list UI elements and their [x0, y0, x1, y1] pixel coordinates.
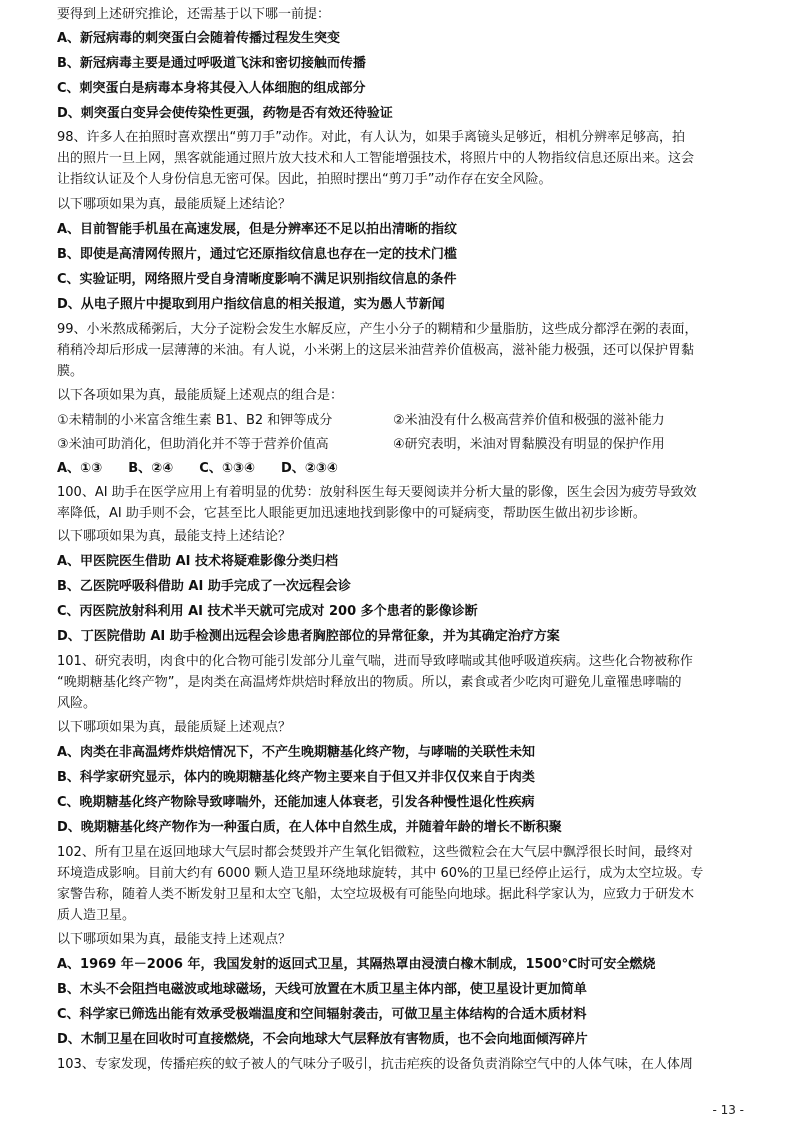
- q99-statements-row-1: [57, 412, 747, 430]
- q99-statement-3: ③米油可助消化，但助消化并不等于营养价值高: [57, 437, 329, 452]
- q99-stem-3: 膜。: [57, 364, 84, 379]
- intro-question: 要得到上述研究推论，还需基于以下哪一前提：: [57, 7, 331, 22]
- q102-stem-2: 环境造成影响。目前大约有 6000 颗人造卫星环绕地球旋转，其中 60%的卫星已经停止运行，成为太空垃圾。专: [57, 866, 704, 881]
- q101-stem-3: 风险。: [57, 696, 97, 711]
- q101-option-a: A、肉类在非高温烤炸烘焙情况下，不产生晚期糖基化终产物，与哮喘的关联性未知: [57, 745, 536, 760]
- q98-stem-3: 让指纹认证及个人身份信息无密可保。因此，拍照时摆出“剪刀手”动作存在安全风险。: [57, 172, 552, 187]
- q100-stem-2: 率降低，AI 助手则不会，它甚至比人眼能更加迅速地找到影像中的可疑病变，帮助医生做出初步诊断。: [57, 506, 646, 521]
- q100-option-d: D、丁医院借助 AI 助手检测出远程会诊患者胸腔部位的异常征象，并为其确定治疗方案: [57, 629, 560, 644]
- page-number: - 13 -: [712, 1103, 744, 1117]
- q99-statement-2: ②米油没有什么极高营养价值和极强的滋补能力: [393, 413, 665, 428]
- q97-option-b: B、新冠病毒主要是通过呼吸道飞沫和密切接触而传播: [57, 56, 366, 71]
- q98-option-b: B、即使是高清网传照片，通过它还原指纹信息也存在一定的技术门槛: [57, 247, 457, 262]
- q99-statement-1: ①未精制的小米富含维生素 B1、B2 和钾等成分: [57, 413, 333, 428]
- q98-option-c: C、实验证明，网络照片受自身清晰度影响不满足识别指纹信息的条件: [57, 272, 457, 287]
- q102-question: 以下哪项如果为真，最能支持上述观点？: [57, 932, 292, 947]
- q101-stem-2: “晚期糖基化终产物”，是肉类在高温烤炸烘焙时释放出的物质。所以，素食或者少吃肉可避免儿童罹患哮喘的: [57, 675, 682, 690]
- q99-choice-d: D、②③④: [281, 461, 338, 476]
- q97-option-d: D、刺突蛋白变异会使传染性更强，药物是否有效还待验证: [57, 106, 393, 121]
- q101-stem-1: 101、研究表明，肉食中的化合物可能引发部分儿童气喘，进而导致哮喘或其他呼吸道疾病。这些化合物被称作: [57, 654, 693, 669]
- q102-option-b: B、木头不会阻挡电磁波或地球磁场，天线可放置在木质卫星主体内部，使卫星设计更加简单: [57, 982, 587, 997]
- q99-choices: [57, 460, 747, 478]
- q97-option-c: C、刺突蛋白是病毒本身将其侵入人体细胞的组成部分: [57, 81, 366, 96]
- q98-stem-1: 98、许多人在拍照时喜欢摆出“剪刀手”动作。对此，有人认为，如果手离镜头足够近，相机分辨率足够高，拍: [57, 130, 686, 145]
- q101-option-d: D、晚期糖基化终产物作为一种蛋白质，在人体中自然生成，并随着年龄的增长不断积聚: [57, 820, 562, 835]
- q102-stem-1: 102、所有卫星在返回地球大气层时都会焚毁并产生氧化铝微粒，这些微粒会在大气层中飘浮很长时间，最终对: [57, 845, 693, 860]
- q102-option-d: D、木制卫星在回收时可直接燃烧，不会向地球大气层释放有害物质，也不会向地面倾泻碎片: [57, 1032, 588, 1047]
- q100-question: 以下哪项如果为真，最能支持上述结论？: [57, 529, 292, 544]
- q101-option-b: B、科学家研究显示，体内的晚期糖基化终产物主要来自于但又并非仅仅来自于肉类: [57, 770, 535, 785]
- q100-option-b: B、乙医院呼吸科借助 AI 助手完成了一次远程会诊: [57, 579, 351, 594]
- q100-option-c: C、丙医院放射科利用 AI 技术半天就可完成对 200 多个患者的影像诊断: [57, 604, 478, 619]
- q98-stem-2: 出的照片一旦上网，黑客就能通过照片放大技术和人工智能增强技术，将照片中的人物指纹信息还原出来。这会: [57, 151, 695, 166]
- q102-stem-4: 质人造卫星。: [57, 908, 136, 923]
- q99-statements-row-2: [57, 436, 747, 454]
- q101-question: 以下哪项如果为真，最能质疑上述观点？: [57, 720, 292, 735]
- q99-choice-b: B、②④: [128, 461, 174, 476]
- q102-option-a: A、1969 年－2006 年，我国发射的返回式卫星，其隔热罩由浸渍白橡木制成，1500℃时可安全燃烧: [57, 957, 656, 972]
- q98-option-d: D、从电子照片中提取到用户指纹信息的相关报道，实为愚人节新闻: [57, 297, 445, 312]
- q99-stem-1: 99、小米熬成稀粥后，大分子淀粉会发生水解反应，产生小分子的糊精和少量脂肪，这些成分都浮在粥的表面，: [57, 322, 698, 337]
- q99-statement-4: ④研究表明，米油对胃黏膜没有明显的保护作用: [393, 437, 665, 452]
- q98-question: 以下哪项如果为真，最能质疑上述结论？: [57, 197, 292, 212]
- q102-option-c: C、科学家已筛选出能有效承受极端温度和空间辐射袭击，可做卫星主体结构的合适木质材料: [57, 1007, 587, 1022]
- q102-stem-3: 家警告称，随着人类不断发射卫星和太空飞船，太空垃圾极有可能坠向地球。据此科学家认为，应致力于研发木: [57, 887, 695, 902]
- q101-option-c: C、晚期糖基化终产物除导致哮喘外，还能加速人体衰老，引发各种慢性退化性疾病: [57, 795, 535, 810]
- q100-option-a: A、甲医院医生借助 AI 技术将疑难影像分类归档: [57, 554, 339, 569]
- q103-stem-1: 103、专家发现，传播疟疾的蚊子被人的气味分子吸引，抗击疟疾的设备负责消除空气中的人体气味，在人体周: [57, 1057, 693, 1072]
- q99-choice-a: A、①③: [57, 461, 103, 476]
- q100-stem-1: 100、AI 助手在医学应用上有着明显的优势：放射科医生每天要阅读并分析大量的影像，医生会因为疲劳导致效: [57, 485, 697, 500]
- q99-choice-c: C、①③④: [199, 461, 255, 476]
- q98-option-a: A、目前智能手机虽在高速发展，但是分辨率还不足以拍出清晰的指纹: [57, 222, 458, 237]
- q99-question: 以下各项如果为真，最能质疑上述观点的组合是：: [57, 388, 344, 403]
- q97-option-a: A、新冠病毒的刺突蛋白会随着传播过程发生突变: [57, 31, 341, 46]
- q99-stem-2: 稍稍冷却后形成一层薄薄的米油。有人说，小米粥上的这层米油营养价值极高，滋补能力极强，还可以保护胃黏: [57, 343, 695, 358]
